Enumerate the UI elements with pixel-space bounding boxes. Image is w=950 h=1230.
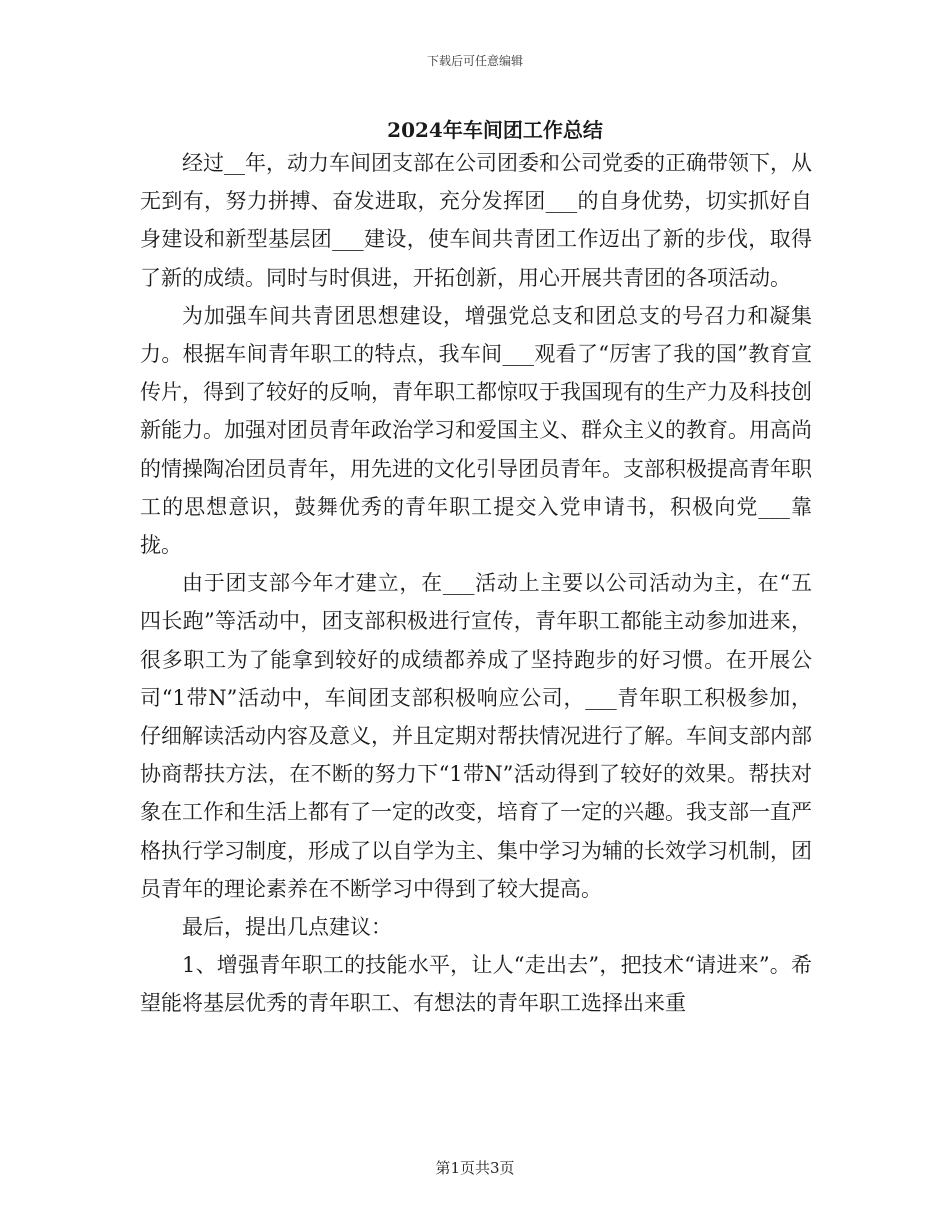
document-title: 2024年车间团工作总结 [387,118,603,142]
paragraph-5: 1、增强青年职工的技能水平，让人“走出去”，把技术“请进来”。希望能将基层优秀的青年职工、有想法的青年职工选择出来重 [140,953,812,1016]
paragraph-1: 经过__年，动力车间团支部在公司团委和公司党委的正确带领下，从无到有，努力拼搏、奋发进取，充分发挥团___的自身优势，切实抓好自身建设和新型基层团___建设，使车间共青团工作迈出了新的步伐，取得了新的成绩。同时与时俱进，开拓创新，用心开展共青团的各项活动。 [140,151,812,290]
paragraph-4: 最后，提出几点建议： [182,915,392,940]
document-body [140,144,812,1023]
page-number: 第1页共3页 [435,1159,515,1177]
paragraph-3: 由于团支部今年才建立，在___活动上主要以公司活动为主，在“五四长跑”等活动中，团支部积极进行宣传，青年职工都能主动参加进来，很多职工为了能拿到较好的成绩都养成了坚持跑步的好习惯。在开展公司“1带N”活动中，车间团支部积极响应公司，___青年职工积极参加，仔细解读活动内容及意义，并且定期对帮扶情况进行了解。车间支部内部协商帮扶方法，在不断的努力下“1带N”活动得到了较好的效果。帮扶对象在工作和生活上都有了一定的改变，培育了一定的兴趣。我支部一直严格执行学习制度，形成了以自学为主、集中学习为辅的长效学习机制，团员青年的理论素养在不断学习中得到了较大提高。 [140,571,812,901]
paragraph-2: 为加强车间共青团思想建设，增强党总支和团总支的号召力和凝集力。根据车间青年职工的特点，我车间___观看了“厉害了我的国”教育宣传片，得到了较好的反响，青年职工都惊叹于我国现有的生产力及科技创新能力。加强对团员青年政治学习和爱国主义、群众主义的教育。用高尚的情操陶冶团员青年，用先进的文化引导团员青年。支部积极提高青年职工的思想意识，鼓舞优秀的青年职工提交入党申请书，积极向党___靠拢。 [140,303,812,558]
page-header: 下载后可任意编辑 [426,54,523,68]
